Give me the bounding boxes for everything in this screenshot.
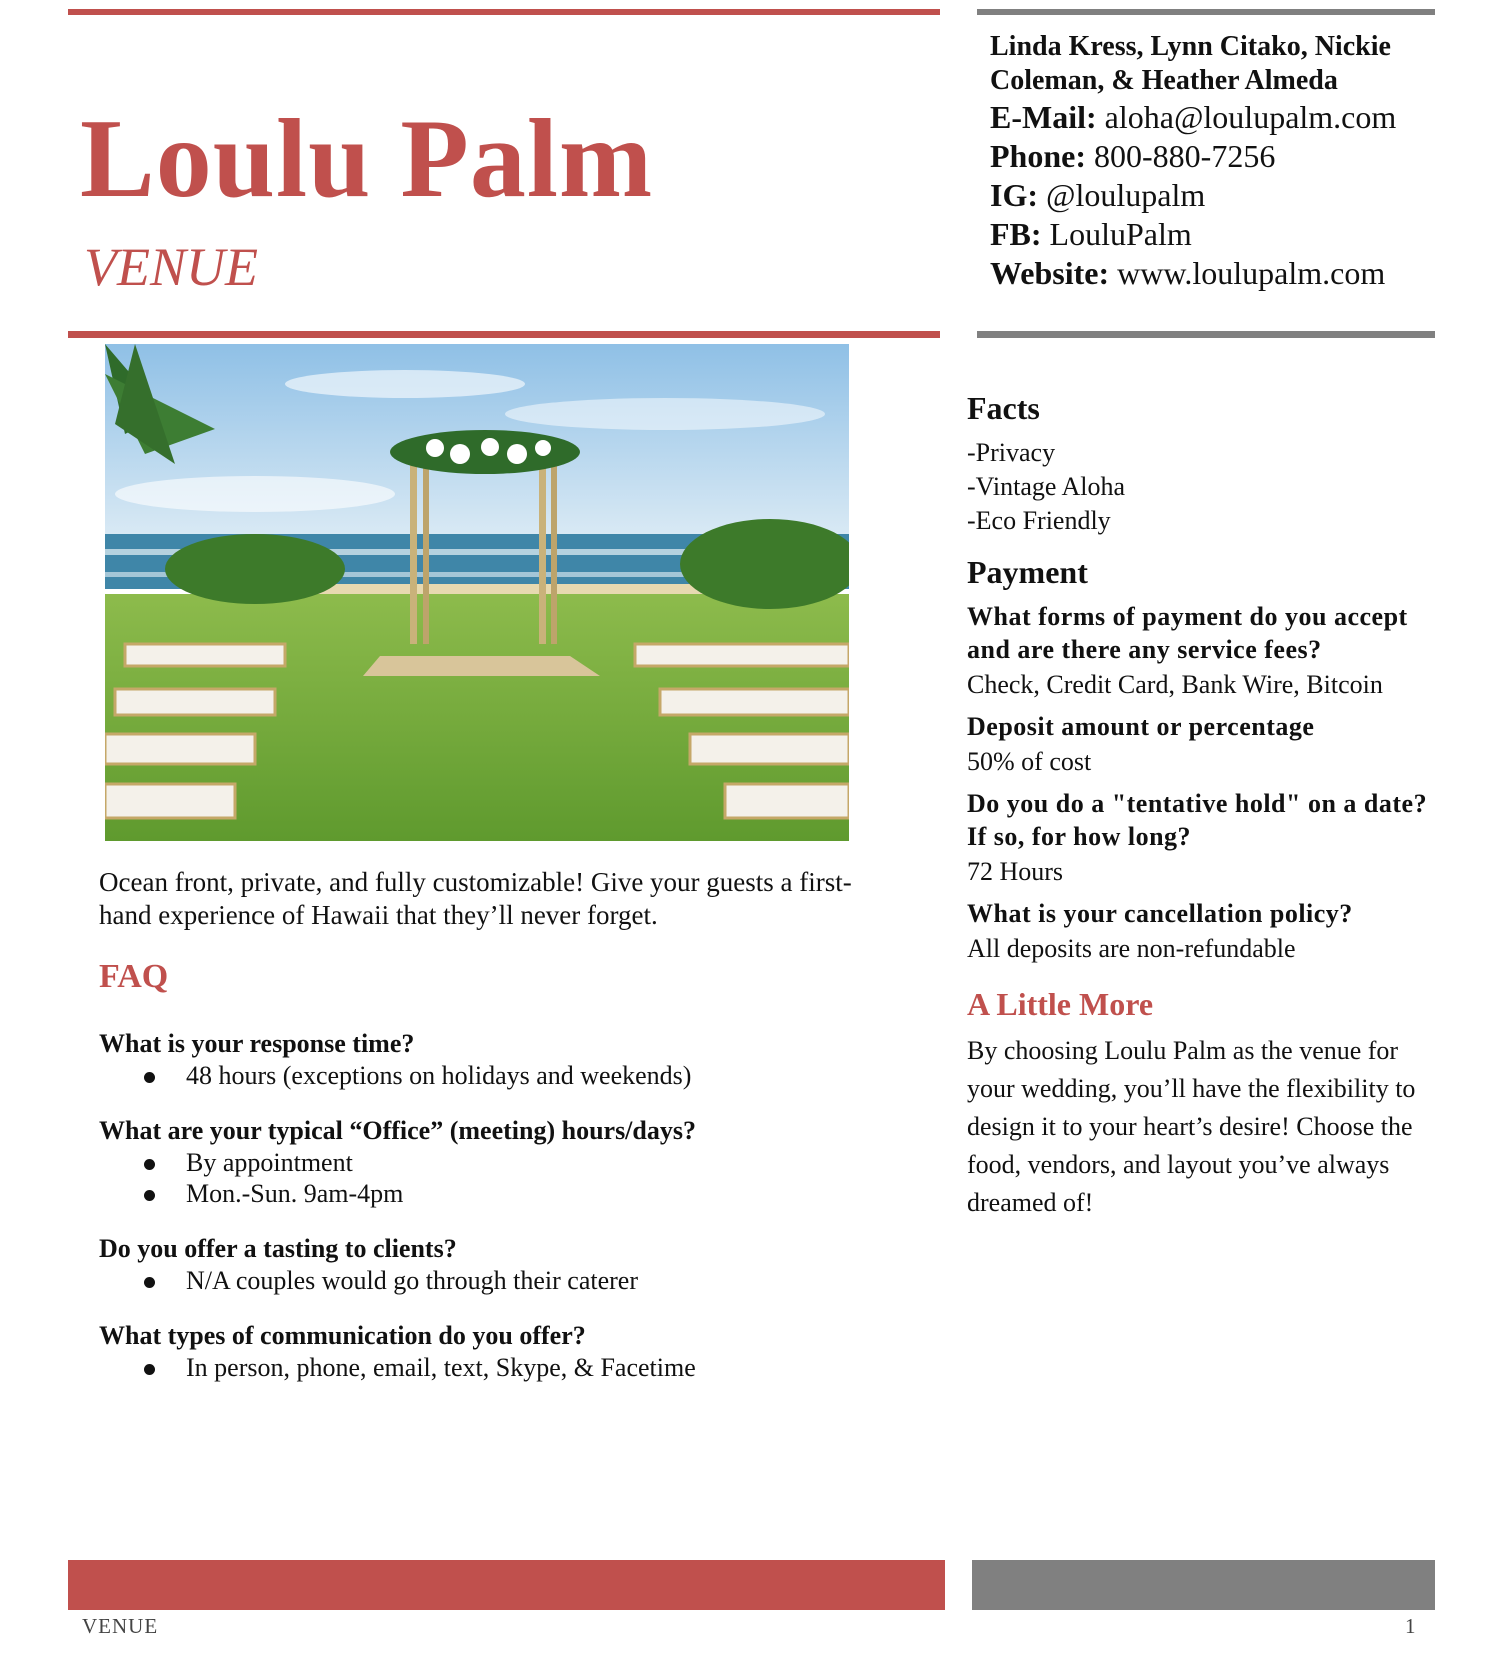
payment-answer: 72 Hours [967, 857, 1064, 886]
payment-question: What forms of payment do you accept and are there any service fees? [967, 602, 1408, 664]
footer-bar-left [68, 1560, 945, 1610]
page-title: Loulu Palm [80, 97, 654, 221]
faq-question: Do you offer a tasting to clients? [99, 1234, 457, 1263]
faq-question: What types of communication do you offer? [99, 1321, 586, 1350]
contact-block [990, 30, 1430, 293]
bullet-icon [144, 1364, 155, 1375]
facts-heading: Facts [967, 390, 1040, 426]
payment-answer: Check, Credit Card, Bank Wire, Bitcoin [967, 670, 1383, 699]
faq-answer [99, 1178, 879, 1209]
intro-text: Ocean front, private, and fully customizable! Give your guests a first-hand experience of Hawaii that they’ll never forget. [99, 867, 852, 930]
more-heading: A Little More [967, 986, 1154, 1022]
bullet-icon [144, 1190, 155, 1201]
faq-answer-text: By appointment [186, 1148, 353, 1177]
top-rule-right [977, 9, 1435, 15]
contact-website-label: Website: [990, 255, 1110, 291]
faq-answer [99, 1060, 879, 1091]
faq-answer [99, 1265, 879, 1296]
footer-bar-right [972, 1560, 1435, 1610]
contact-website [990, 254, 1430, 293]
payment-question: Deposit amount or percentage [967, 712, 1315, 741]
sidebar [967, 388, 1437, 1222]
faq-answer-text: Mon.-Sun. 9am-4pm [186, 1179, 404, 1208]
faq-question: What are your typical “Office” (meeting) hours/days? [99, 1116, 696, 1145]
contact-email-label: E-Mail: [990, 99, 1097, 135]
faq-answers [99, 1147, 879, 1209]
contact-fb-label: FB: [990, 216, 1042, 252]
facts-list [967, 436, 1437, 538]
page-subtitle: VENUE [84, 237, 258, 297]
payment-question: Do you do a "tentative hold" on a date? If so, for how long? [967, 789, 1428, 851]
faq-answers [99, 1265, 879, 1296]
faq-answer [99, 1352, 879, 1383]
contact-fb [990, 215, 1430, 254]
contact-ig-label: IG: [990, 177, 1038, 213]
contact-email-value[interactable]: aloha@loulupalm.com [1104, 99, 1397, 135]
fact-item: -Privacy [967, 438, 1056, 467]
contact-names: Linda Kress, Lynn Citako, Nickie Coleman, & Heather Almeda [990, 31, 1391, 96]
contact-phone-value[interactable]: 800-880-7256 [1094, 138, 1276, 174]
ceremony-illustration [105, 344, 849, 841]
contact-ig [990, 176, 1430, 215]
payment-answer: All deposits are non-refundable [967, 934, 1296, 963]
venue-photo [105, 344, 849, 841]
faq-answers [99, 1060, 879, 1091]
contact-website-value[interactable]: www.loulupalm.com [1117, 255, 1386, 291]
faq-question: What is your response time? [99, 1029, 415, 1058]
more-text: By choosing Loulu Palm as the venue for your wedding, you’ll have the flexibility to design it to your heart’s desire! Choose the food, vendors, and layout you’ve always dreamed of! [967, 1036, 1416, 1217]
contact-ig-value[interactable]: @loulupalm [1046, 177, 1206, 213]
footer-label: VENUE [82, 1614, 159, 1638]
contact-email [990, 98, 1430, 137]
payment-answer: 50% of cost [967, 747, 1092, 776]
contact-fb-value[interactable]: LouluPalm [1049, 216, 1192, 252]
bullet-icon [144, 1159, 155, 1170]
top-rule-left [68, 9, 940, 15]
page-number: 1 [1405, 1614, 1416, 1638]
faq-answer-text: 48 hours (exceptions on holidays and weekends) [186, 1061, 692, 1090]
bullet-icon [144, 1277, 155, 1288]
faq-list [99, 1028, 879, 1407]
header-rule-left [68, 331, 940, 338]
faq-answer-text: In person, phone, email, text, Skype, & Facetime [186, 1353, 696, 1382]
faq-answer [99, 1147, 879, 1178]
contact-phone [990, 137, 1430, 176]
fact-item: -Vintage Aloha [967, 472, 1126, 501]
faq-answers [99, 1352, 879, 1383]
header-rule-right [977, 331, 1435, 338]
faq-answer-text: N/A couples would go through their caterer [186, 1266, 638, 1295]
bullet-icon [144, 1072, 155, 1083]
payment-heading: Payment [967, 554, 1088, 590]
fact-item: -Eco Friendly [967, 506, 1111, 535]
faq-heading: FAQ [99, 958, 169, 995]
payment-question: What is your cancellation policy? [967, 899, 1353, 928]
contact-phone-label: Phone: [990, 138, 1086, 174]
